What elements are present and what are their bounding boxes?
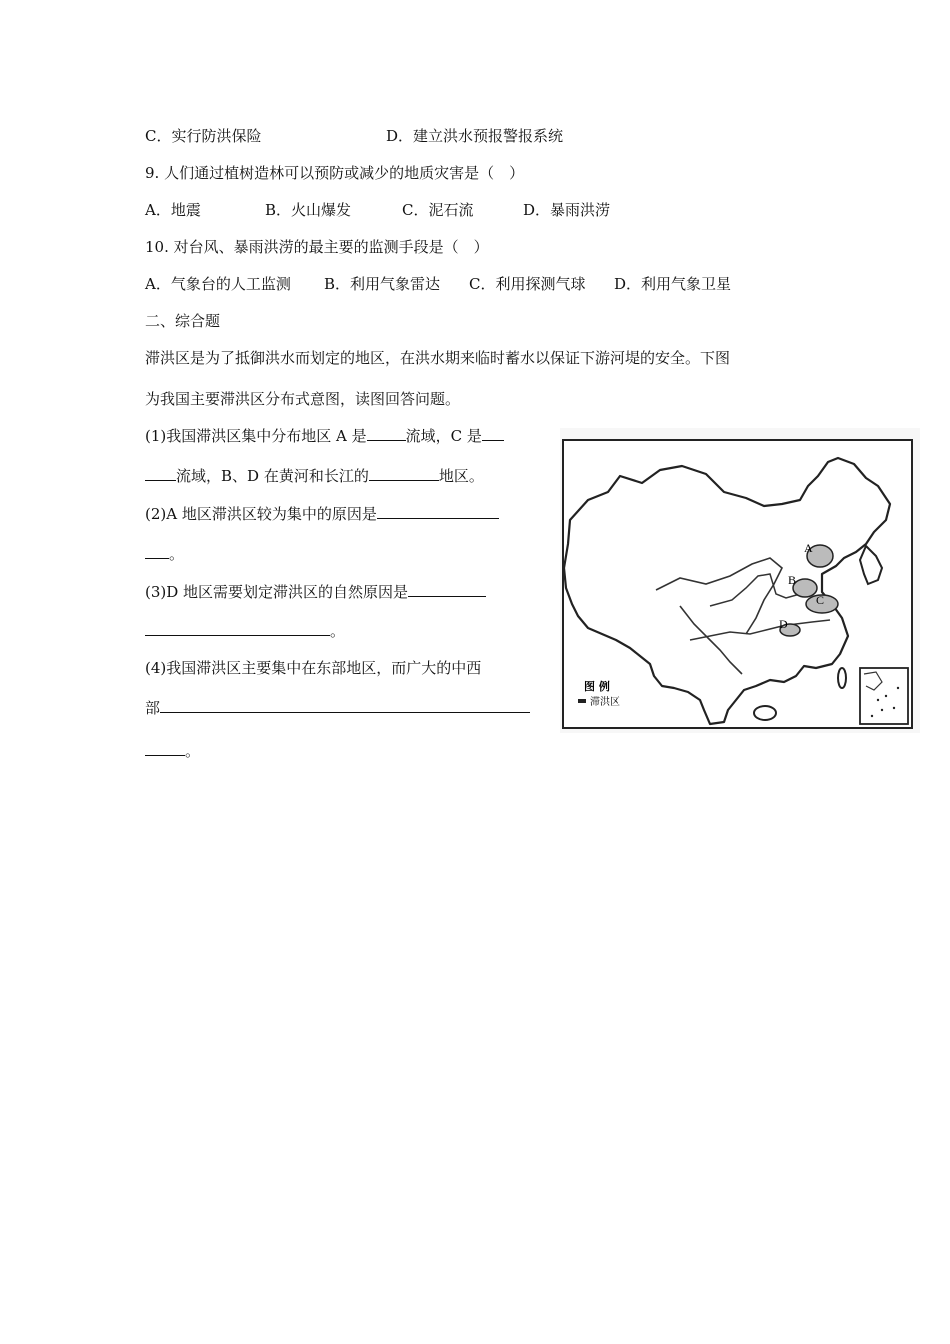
sub1-text-c: 流域，C 是 — [405, 427, 482, 445]
flood-detention-map — [560, 428, 920, 733]
detention-zone-b — [793, 579, 817, 597]
q9-stem: 9. 人们通过植树造林可以预防或减少的地质灾害是（ ） — [145, 164, 525, 182]
blank-bd-region[interactable] — [369, 465, 439, 481]
sub1-text-end: 地区。 — [438, 467, 484, 485]
q10-option-b: B．利用气象雷达 — [324, 275, 441, 293]
blank-sub3-end[interactable] — [145, 620, 330, 636]
legend-item: 滞洪区 — [590, 697, 620, 708]
q9-option-b: B．火山爆发 — [265, 201, 352, 219]
blank-sub3-start[interactable] — [408, 581, 486, 597]
blank-sub2-start[interactable] — [377, 503, 499, 519]
sub2-line1 — [145, 503, 499, 524]
sub3-line2 — [145, 620, 345, 641]
sub1-line1 — [145, 425, 504, 446]
sub2-line2 — [145, 543, 184, 564]
sub1-text-a: (1)我国滞洪区集中分布地区 A 是 — [145, 427, 367, 445]
label-c: C — [816, 593, 825, 607]
sub4-text: 部 — [145, 699, 161, 717]
sub2-text: (2)A 地区滞洪区较为集中的原因是 — [145, 505, 377, 523]
q10-option-c: C．利用探测气球 — [469, 275, 586, 293]
q9-option-c: C．泥石流 — [402, 201, 474, 219]
legend-title: 图 例 — [584, 680, 610, 693]
sub4-line1: (4)我国滞洪区主要集中在东部地区，而广大的中西 — [145, 659, 482, 677]
sub4-line3 — [145, 740, 200, 761]
sub3-line1 — [145, 581, 486, 602]
q8-option-d: D．建立洪水预报警报系统 — [386, 127, 564, 145]
label-d: D — [779, 617, 788, 631]
sub4-line2 — [145, 697, 530, 718]
sub4-end: 。 — [185, 742, 201, 760]
sub1-text-bd: 流域，B、D 在黄河和长江的 — [176, 467, 369, 485]
section-title: 二、综合题 — [145, 312, 221, 330]
sub3-text: (3)D 地区需要划定滞洪区的自然原因是 — [145, 583, 409, 601]
blank-a-basin[interactable] — [367, 425, 406, 441]
q10-option-a: A．气象台的人工监测 — [145, 275, 291, 293]
sub3-end: 。 — [330, 622, 346, 640]
legend-swatch — [578, 699, 586, 703]
q10-option-d: D．利用气象卫星 — [614, 275, 732, 293]
label-b: B — [788, 573, 797, 587]
q10-stem: 10. 对台风、暴雨洪涝的最主要的监测手段是（ ） — [145, 238, 489, 256]
blank-c-basin-start[interactable] — [482, 425, 504, 441]
blank-sub2-end[interactable] — [145, 543, 169, 559]
q8-option-c: C．实行防洪保险 — [145, 127, 262, 145]
blank-sub4-start[interactable] — [160, 697, 530, 713]
south-china-sea-inset — [860, 668, 908, 724]
blank-sub4-end[interactable] — [145, 740, 185, 756]
intro-line-1: 滞洪区是为了抵御洪水而划定的地区，在洪水期来临时蓄水以保证下游河堤的安全。下图 — [145, 349, 731, 367]
sub1-line2 — [145, 465, 484, 486]
sub2-end: 。 — [169, 545, 185, 563]
label-a: A — [804, 541, 813, 555]
q9-option-a: A．地震 — [145, 201, 201, 219]
intro-line-2: 为我国主要滞洪区分布式意图，读图回答问题。 — [145, 390, 461, 408]
blank-c-basin-end[interactable] — [145, 465, 176, 481]
q9-option-d: D．暴雨洪涝 — [523, 201, 611, 219]
